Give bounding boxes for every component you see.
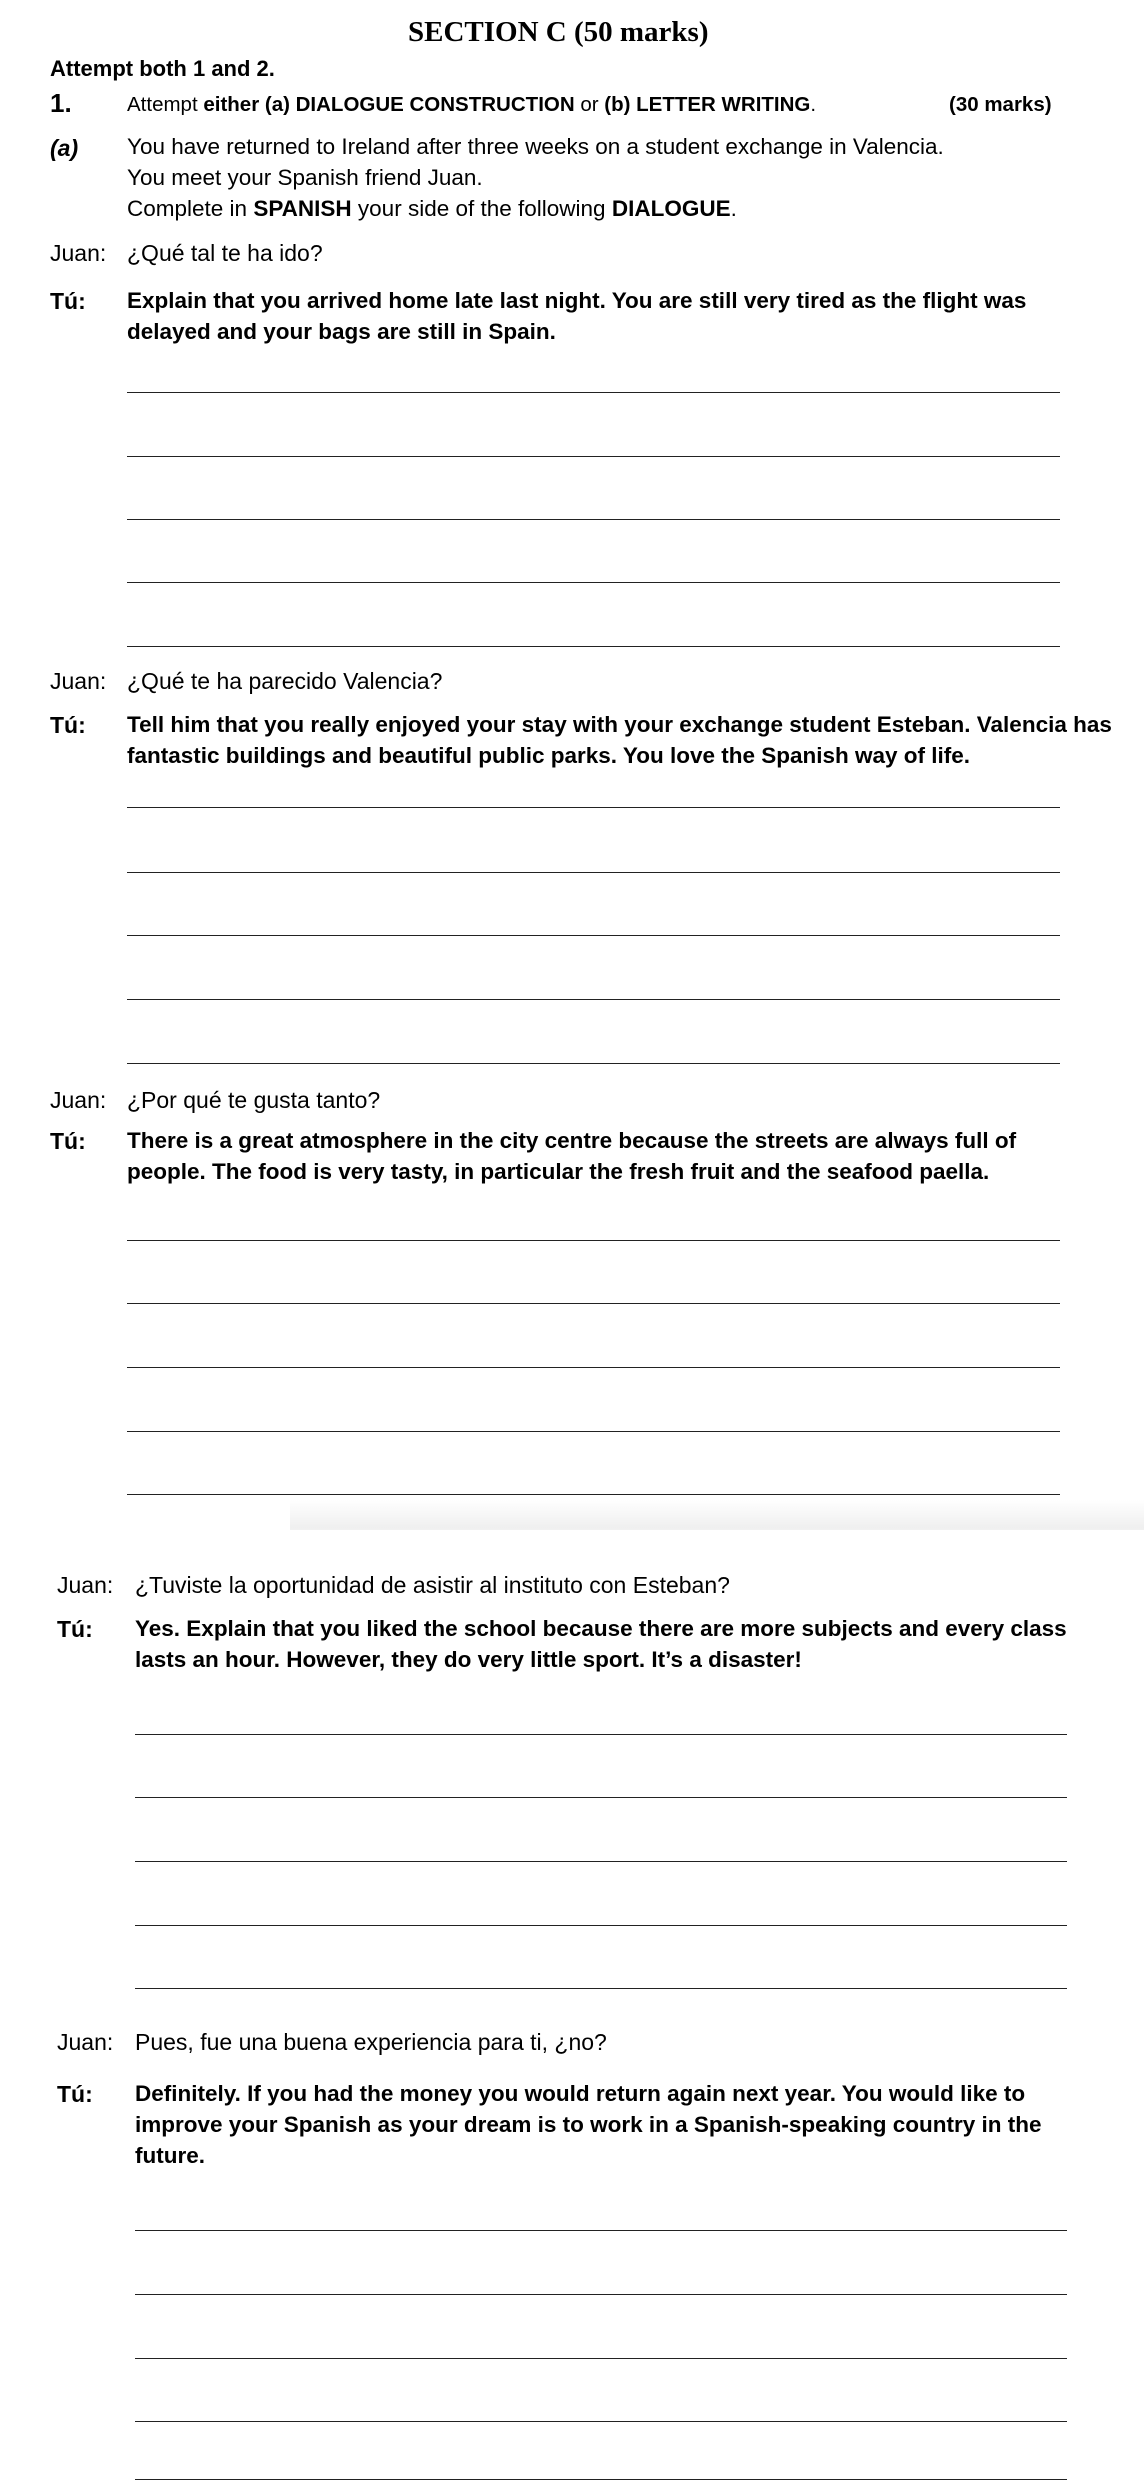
answer-line [127,582,1060,583]
answer-line [135,1861,1067,1862]
juan-question: ¿Tuviste la oportunidad de asistir al instituto con Esteban? [135,1572,730,1598]
instruction-or: or [574,93,605,116]
answer-line [127,935,1060,936]
juan-question: ¿Por qué te gusta tanto? [127,1087,381,1113]
answer-line [127,519,1060,520]
answer-line [135,1734,1067,1735]
juan-label: Juan: [50,1087,107,1113]
answer-line [127,1240,1060,1241]
juan-question: ¿Qué tal te ha ido? [127,240,323,266]
tu-label: Tú: [50,712,86,738]
answer-line [127,1063,1060,1064]
answer-line [135,1797,1067,1798]
answer-line [127,1494,1060,1495]
part-a-line-1: You have returned to Ireland after three weeks on a student exchange in Valencia. [127,134,944,159]
tu-instruction: Explain that you arrived home late last night. You are still very tired as the flight was delayed and your bags are still in Spain. [127,288,1027,344]
instruction-dialogue-option: either (a) DIALOGUE CONSTRUCTION [203,93,575,116]
answer-line [135,2230,1067,2231]
part-a-line-3-suffix: . [730,196,737,221]
part-a-line-3-middle: your side of the following [351,196,612,221]
juan-label: Juan: [50,240,107,266]
tu-instruction: There is a great atmosphere in the city centre because the streets are always full of people. The food is very tasty, in particular the fresh fruit and the seafood paella. [127,1128,1017,1184]
instruction-prefix: Attempt [127,93,204,116]
tu-label: Tú: [57,1616,93,1642]
tu-label: Tú: [50,1128,86,1154]
answer-line [127,1303,1060,1304]
answer-line [127,1431,1060,1432]
question-instruction [127,93,816,117]
instruction-suffix: . [810,93,817,116]
attempt-instruction: Attempt both 1 and 2. [50,56,275,81]
juan-question: Pues, fue una buena experiencia para ti, ¿no? [135,2029,607,2055]
answer-line [127,392,1060,393]
part-a-label: (a) [50,135,79,161]
part-a-line-3-prefix: Complete in [127,196,254,221]
juan-label: Juan: [57,1572,114,1598]
question-marks: (30 marks) [949,93,1052,116]
answer-line [135,2358,1067,2359]
tu-label: Tú: [50,288,86,314]
answer-line [127,872,1060,873]
answer-line [135,2421,1067,2422]
instruction-letter-option: (b) LETTER WRITING [604,93,811,116]
section-title: SECTION C (50 marks) [408,16,709,48]
answer-line [127,646,1060,647]
juan-question: ¿Qué te ha parecido Valencia? [127,668,443,694]
tu-instruction: Tell him that you really enjoyed your stay with your exchange student Esteban. Valencia has fantastic buildings and beautiful public parks. You love the Spanish way of life. [127,712,1112,768]
answer-line [135,2294,1067,2295]
part-a-line-3 [127,196,737,222]
answer-line [127,999,1060,1000]
tu-instruction: Definitely. If you had the money you would return again next year. You would like to improve your Spanish as your dream is to work in a Spanish-speaking country in the future. [135,2081,1042,2168]
question-number: 1. [50,88,72,118]
answer-line [135,2479,1067,2480]
answer-line [127,1367,1060,1368]
answer-line [127,807,1060,808]
part-a-spanish: SPANISH [253,196,352,221]
answer-line [127,456,1060,457]
answer-line [135,1988,1067,1989]
part-a-line-2: You meet your Spanish friend Juan. [127,165,483,190]
tu-label: Tú: [57,2081,93,2107]
juan-label: Juan: [57,2029,114,2055]
tu-instruction: Yes. Explain that you liked the school because there are more subjects and every class lasts an hour. However, they do very little sport. It’s a disaster! [135,1616,1067,1672]
juan-label: Juan: [50,668,107,694]
part-a-dialogue: DIALOGUE [611,196,731,221]
answer-line [135,1925,1067,1926]
